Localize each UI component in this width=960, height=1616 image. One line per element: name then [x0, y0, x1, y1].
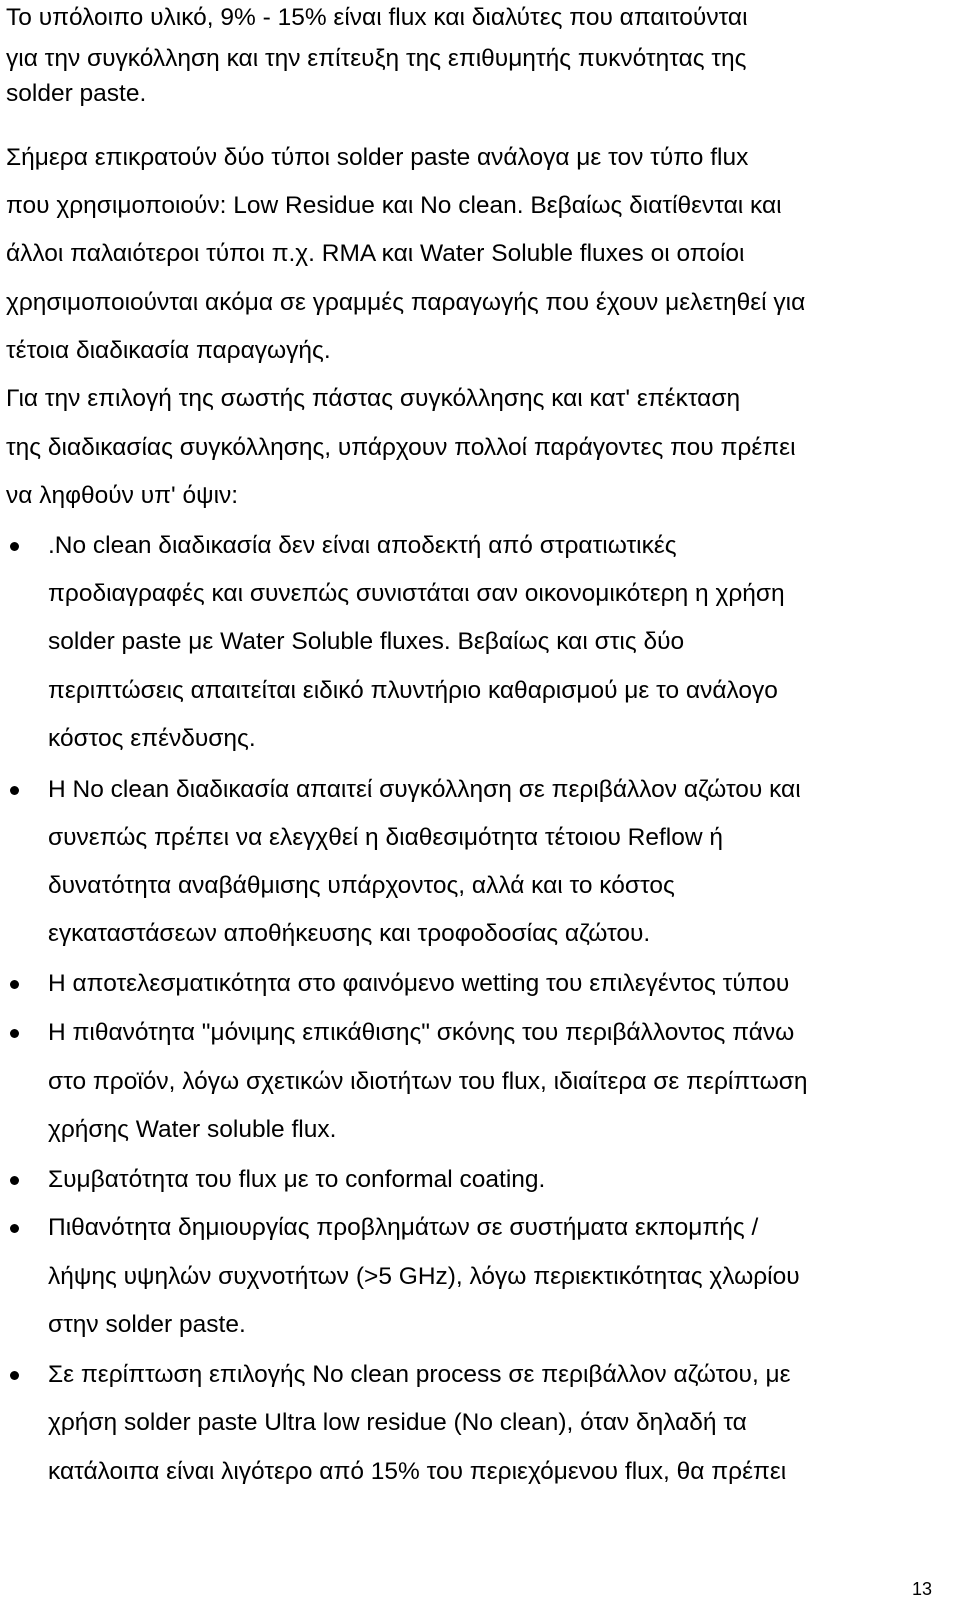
list-item-line: στην solder paste.: [48, 1311, 246, 1338]
list-item-line: στο προϊόν, λόγω σχετικών ιδιοτήτων του flux, ιδιαίτερα σε περίπτωση: [48, 1068, 808, 1095]
intro-line: Σήμερα επικρατούν δύο τύποι solder paste ανάλογα με τον τύπο flux: [6, 144, 749, 171]
list-item-line: Η αποτελεσματικότητα στο φαινόμενο wetting του επιλεγέντος τύπου: [48, 970, 790, 997]
intro-line: Για την επιλογή της σωστής πάστας συγκόλλησης και κατ' επέκταση: [6, 385, 741, 412]
list-item-line: λήψης υψηλών συχνοτήτων (>5 GHz), λόγω περιεκτικότητας χλωρίου: [48, 1263, 800, 1290]
bullet-icon: [10, 1176, 19, 1185]
intro-line: που χρησιμοποιούν: Low Residue και No clean. Βεβαίως διατίθενται και: [6, 192, 782, 219]
bullet-icon: [10, 786, 19, 795]
list-item-line: Η No clean διαδικασία απαιτεί συγκόλληση σε περιβάλλον αζώτου και: [48, 776, 801, 803]
list-item-line: εγκαταστάσεων αποθήκευσης και τροφοδοσίας αζώτου.: [48, 920, 651, 947]
intro-line: solder paste.: [6, 80, 147, 107]
list-item-line: χρήσης Water soluble flux.: [48, 1116, 337, 1143]
list-item-line: κατάλοιπα είναι λιγότερο από 15% του περιεχόμενου flux, θα πρέπει: [48, 1458, 787, 1485]
intro-line: της διαδικασίας συγκόλλησης, υπάρχουν πολλοί παράγοντες που πρέπει: [6, 434, 796, 461]
intro-line: χρησιμοποιούνται ακόμα σε γραμμές παραγωγής που έχουν μελετηθεί για: [6, 289, 806, 316]
list-item-line: .No clean διαδικασία δεν είναι αποδεκτή από στρατιωτικές: [48, 532, 677, 559]
list-item-line: Πιθανότητα δημιουργίας προβλημάτων σε συστήματα εκπομπής /: [48, 1214, 759, 1241]
intro-line: τέτοια διαδικασία παραγωγής.: [6, 337, 331, 364]
list-item-line: Συμβατότητα του flux με το conformal coating.: [48, 1166, 546, 1193]
list-item-line: συνεπώς πρέπει να ελεγχθεί η διαθεσιμότητα τέτοιου Reflow ή: [48, 824, 723, 851]
bullet-icon: [10, 542, 19, 551]
intro-line: άλλοι παλαιότεροι τύποι π.χ. RMA και Water Soluble fluxes οι οποίοι: [6, 240, 745, 267]
bullet-icon: [10, 1224, 19, 1233]
list-item-line: Η πιθανότητα "μόνιμης επικάθισης" σκόνης του περιβάλλοντος πάνω: [48, 1019, 795, 1046]
list-item-line: περιπτώσεις απαιτείται ειδικό πλυντήριο καθαρισμού με το ανάλογο: [48, 677, 778, 704]
intro-line: Το υπόλοιπο υλικό, 9% - 15% είναι flux και διαλύτες που απαιτούνται: [6, 4, 748, 31]
intro-line: για την συγκόλληση και την επίτευξη της επιθυμητής πυκνότητας της: [6, 45, 747, 72]
list-item-line: χρήση solder paste Ultra low residue (No clean), όταν δηλαδή τα: [48, 1409, 747, 1436]
bullet-icon: [10, 980, 19, 989]
list-item-line: δυνατότητα αναβάθμισης υπάρχοντος, αλλά και το κόστος: [48, 872, 675, 899]
bullet-icon: [10, 1371, 19, 1380]
list-item-line: προδιαγραφές και συνεπώς συνιστάται σαν οικονομικότερη η χρήση: [48, 580, 785, 607]
intro-line: να ληφθούν υπ' όψιν:: [6, 482, 239, 509]
list-item-line: solder paste με Water Soluble fluxes. Βεβαίως και στις δύο: [48, 628, 685, 655]
bullet-icon: [10, 1029, 19, 1038]
list-item-line: Σε περίπτωση επιλογής No clean process σε περιβάλλον αζώτου, με: [48, 1361, 791, 1388]
list-item-line: κόστος επένδυσης.: [48, 725, 256, 752]
page-number: 13: [911, 1579, 932, 1599]
